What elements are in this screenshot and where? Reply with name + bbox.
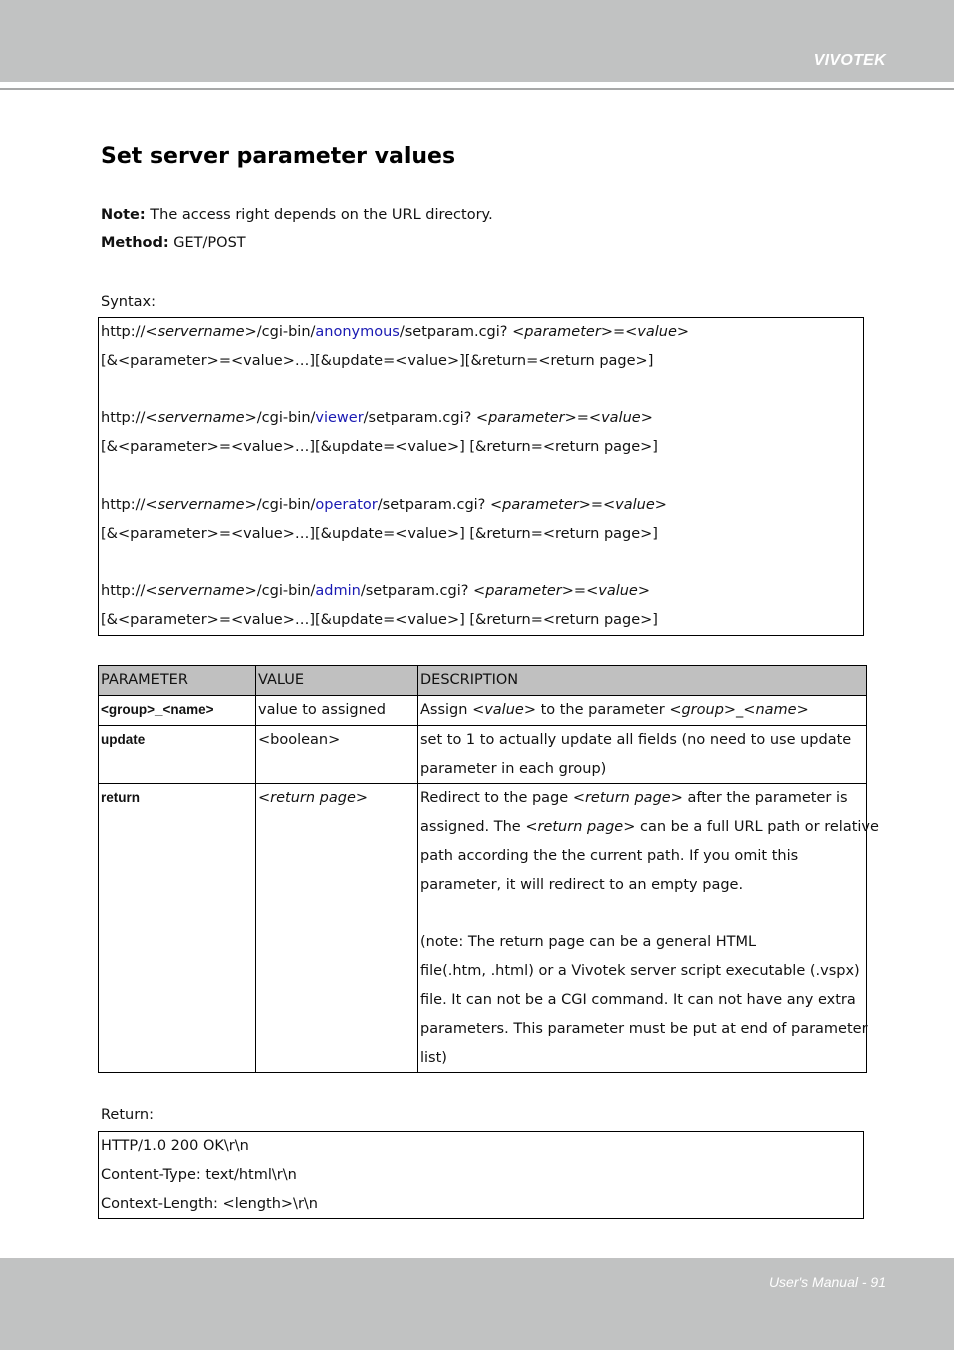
syntax-value: value bbox=[601, 410, 641, 427]
description-line: Assign <value> to the parameter <group>_<name> bbox=[420, 702, 809, 718]
syntax-eq: >=< bbox=[578, 496, 616, 513]
syntax-parameter: parameter bbox=[502, 496, 579, 513]
syntax-parameter: parameter bbox=[524, 324, 601, 340]
description-line: set to 1 to actually update all fields (no need to use update bbox=[420, 731, 852, 748]
param-description-cell bbox=[418, 696, 867, 726]
table-header-row bbox=[99, 666, 867, 696]
param-name: <group>_<name> bbox=[101, 702, 214, 717]
section-title: Set server parameter values bbox=[101, 144, 456, 169]
syntax-url-line bbox=[101, 577, 863, 606]
param-name-cell bbox=[99, 784, 256, 1073]
description-line: assigned. The <return page> can be a full URL path or relative bbox=[420, 819, 879, 836]
syntax-servername: servername bbox=[157, 583, 245, 600]
brand-label: VIVOTEK bbox=[813, 52, 886, 69]
table-row bbox=[99, 725, 867, 784]
blank-row bbox=[101, 376, 863, 405]
syntax-eq: >=< bbox=[561, 583, 599, 600]
description-line: Redirect to the page <return page> after the parameter is bbox=[420, 790, 848, 807]
param-value-cell bbox=[256, 784, 418, 1073]
syntax-parameter: parameter bbox=[488, 410, 565, 427]
syntax-options-line: [&<parameter>=<value>…][&update=<value>] [&return=<return page>] bbox=[101, 611, 658, 628]
syntax-label: Syntax: bbox=[101, 294, 157, 310]
syntax-after: /setparam.cgi? < bbox=[399, 324, 525, 340]
param-name-cell bbox=[99, 725, 256, 784]
syntax-after: /setparam.cgi? < bbox=[377, 496, 503, 513]
syntax-parameter: parameter bbox=[485, 583, 562, 600]
param-description-cell bbox=[418, 784, 879, 1073]
syntax-dir: operator bbox=[315, 496, 378, 513]
blank-row bbox=[101, 462, 863, 491]
syntax-servername: servername bbox=[157, 496, 245, 513]
method-line bbox=[101, 235, 246, 251]
description-line: (note: The return page can be a general HTML bbox=[420, 934, 757, 951]
return-box bbox=[98, 1131, 864, 1219]
syntax-mid: >/cgi-bin/ bbox=[244, 324, 316, 340]
syntax-value: value bbox=[615, 496, 655, 513]
return-label: Return: bbox=[101, 1107, 155, 1123]
syntax-url-line bbox=[101, 491, 863, 520]
note-label: Note: bbox=[101, 207, 146, 223]
param-value: value to assigned bbox=[258, 702, 386, 718]
header-description: DESCRIPTION bbox=[418, 666, 867, 696]
syntax-dir: anonymous bbox=[315, 324, 400, 340]
syntax-prefix: http://< bbox=[101, 410, 158, 427]
description-line: file. It can not be a CGI command. It can not have any extra bbox=[420, 991, 856, 1008]
syntax-dir: admin bbox=[315, 583, 361, 600]
syntax-eq: >=< bbox=[600, 324, 638, 340]
description-line: path according the the current path. If you omit this bbox=[420, 847, 799, 864]
description-line: parameters. This parameter must be put at end of parameter bbox=[420, 1020, 868, 1037]
param-name: update bbox=[101, 731, 146, 747]
syntax-close: > bbox=[676, 324, 690, 340]
syntax-mid: >/cgi-bin/ bbox=[244, 496, 316, 513]
syntax-after: /setparam.cgi? < bbox=[363, 410, 489, 427]
table-row bbox=[99, 696, 867, 726]
syntax-options-line: [&<parameter>=<value>…][&update=<value>] [&return=<return page>] bbox=[101, 439, 658, 456]
return-line: Context-Length: <length>\r\n bbox=[101, 1195, 318, 1212]
page-footer bbox=[0, 1258, 954, 1350]
description-line: parameter, it will redirect to an empty page. bbox=[420, 876, 744, 893]
syntax-mid: >/cgi-bin/ bbox=[244, 583, 316, 600]
syntax-dir: viewer bbox=[315, 410, 364, 427]
page-number: User's Manual - 91 bbox=[768, 1274, 886, 1290]
syntax-url-line bbox=[101, 318, 863, 347]
syntax-prefix: http://< bbox=[101, 496, 158, 513]
parameter-table bbox=[98, 665, 879, 1073]
param-name: return bbox=[101, 790, 141, 806]
header-value: VALUE bbox=[256, 666, 418, 696]
syntax-servername: servername bbox=[157, 410, 245, 427]
header-parameter: PARAMETER bbox=[99, 666, 256, 696]
header-divider bbox=[0, 88, 954, 90]
method-text: GET/POST bbox=[168, 235, 246, 251]
syntax-options-line: [&<parameter>=<value>…][&update=<value>][&return=<return page>] bbox=[101, 352, 654, 369]
syntax-options-line: [&<parameter>=<value>…][&update=<value>] [&return=<return page>] bbox=[101, 525, 658, 542]
return-line: HTTP/1.0 200 OK\r\n bbox=[101, 1138, 249, 1154]
page-header bbox=[0, 0, 954, 82]
description-line: list) bbox=[420, 1049, 447, 1066]
blank-row bbox=[101, 548, 863, 577]
syntax-value: value bbox=[598, 583, 638, 600]
description-line: file(.htm, .html) or a Vivotek server script executable (.vspx) bbox=[420, 963, 860, 980]
return-line: Content-Type: text/html\r\n bbox=[101, 1166, 297, 1183]
syntax-close: > bbox=[640, 410, 653, 427]
param-value-cell bbox=[256, 696, 418, 726]
method-label: Method: bbox=[101, 235, 169, 251]
description-line: parameter in each group) bbox=[420, 760, 607, 777]
syntax-after: /setparam.cgi? < bbox=[360, 583, 486, 600]
syntax-mid: >/cgi-bin/ bbox=[244, 410, 316, 427]
syntax-eq: >=< bbox=[564, 410, 602, 427]
syntax-close: > bbox=[654, 496, 667, 513]
note-line bbox=[101, 207, 493, 223]
table-row bbox=[99, 784, 867, 1073]
param-name-cell bbox=[99, 696, 256, 726]
syntax-servername: servername bbox=[157, 324, 245, 340]
description-line bbox=[420, 900, 866, 929]
syntax-prefix: http://< bbox=[101, 583, 158, 600]
syntax-box bbox=[98, 317, 864, 636]
syntax-url-line bbox=[101, 404, 863, 433]
param-description-cell bbox=[418, 725, 867, 784]
syntax-value: value bbox=[637, 324, 677, 340]
param-value: <boolean> bbox=[258, 731, 341, 748]
syntax-prefix: http://< bbox=[101, 324, 158, 340]
param-value: <return page> bbox=[258, 790, 369, 807]
note-text: The access right depends on the URL directory. bbox=[145, 207, 493, 223]
param-value-cell bbox=[256, 725, 418, 784]
syntax-close: > bbox=[637, 583, 650, 600]
